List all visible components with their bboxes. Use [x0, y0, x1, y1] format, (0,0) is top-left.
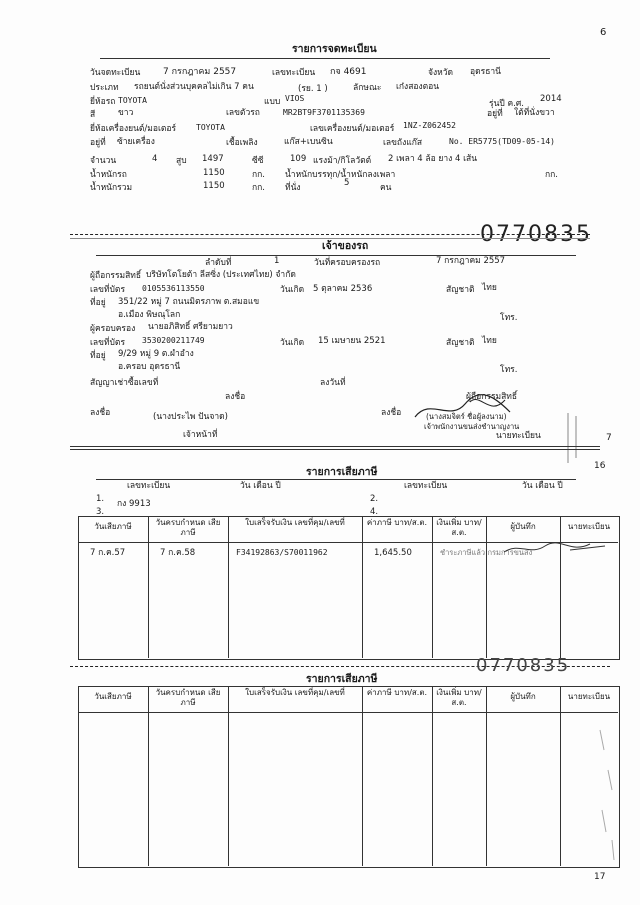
tax1-row-stamp-note: ชำระภาษีแล้ว กรมการขนส่ง	[440, 548, 533, 557]
hp-label: แรงม้า/กิโลวัตต์	[313, 156, 372, 166]
page-number-bottom: 17	[594, 872, 606, 882]
owner-label: ผู้ถือกรรมสิทธิ์	[90, 271, 142, 281]
weight-label: น้ำหนักรถ	[90, 170, 127, 180]
province-value: อุดรธานี	[470, 67, 501, 77]
brand-label: ยี่ห้อรถ	[90, 97, 116, 107]
holder-id-value: 3530200211749	[142, 336, 205, 345]
tax2-header-surcharge: เงินเพิ่ม บาท/ส.ต.	[436, 688, 482, 707]
tax2-header-receipt: ใบเสร็จรับเงิน เลขที่คุม/เลขที่	[245, 688, 345, 697]
tax1-date-col: วัน เดือน ปี	[240, 481, 281, 491]
tax1-entry2-num: 2.	[370, 494, 379, 504]
tax1-header-registrar: นายทะเบียน	[567, 522, 611, 531]
cc-value: 1497	[202, 154, 224, 164]
chassis-value: MR2BT9F3701135369	[283, 108, 365, 117]
tax1-signature-mark	[500, 540, 610, 558]
tank-value: No. ER5775(TD09-05-14)	[449, 137, 555, 146]
address-line2: อ.เมือง พิษณุโลก	[118, 310, 181, 320]
total-weight-value: 1150	[203, 181, 225, 191]
weight-unit: กก.	[252, 170, 265, 180]
axle-value: 2 เพลา 4 ล้อ ยาง 4 เส้น	[388, 154, 478, 164]
scan-edge-marks	[594, 720, 630, 870]
address-label: ที่อยู่	[90, 298, 106, 308]
seats-unit: คน	[380, 183, 392, 193]
code-value: (รย. 1 )	[298, 84, 328, 94]
owner-title: เจ้าของรถ	[322, 240, 369, 252]
style-value: เก๋งสองตอน	[396, 82, 440, 92]
page-number-top: 6	[600, 27, 607, 38]
tax1-header-paydate: วันเสียภาษี	[94, 522, 132, 531]
possession-date-label: วันที่ครอบครองรถ	[314, 258, 381, 268]
tax1-row-duedate: 7 ก.ค.58	[160, 548, 196, 558]
tax1-entry1-value: กง 9913	[117, 499, 151, 509]
title-underline	[100, 58, 550, 59]
tax1-row-paydate: 7 ก.ค.57	[90, 548, 126, 558]
engine-loc-value: ซ้ายเครื่อง	[117, 137, 155, 147]
style-label: ลักษณะ	[353, 83, 382, 93]
tax1-entry1-num: 1.	[96, 494, 105, 504]
side-number-2: 7	[606, 433, 612, 443]
id-label: เลขที่บัตร	[90, 285, 126, 295]
reg-no-value: กจ 4691	[330, 67, 367, 77]
type-value: รถยนต์นั่งส่วนบุคคลไม่เกิน 7 คน	[134, 82, 254, 92]
seats-value: 5	[344, 178, 350, 188]
tax2-header-paydate: วันเสียภาษี	[94, 692, 132, 701]
holder-birth-value: 15 เมษายน 2521	[318, 336, 386, 346]
serial-stamp-top: 0770835	[480, 222, 592, 247]
owner-tel-label: โทร.	[500, 313, 518, 323]
load-label: น้ำหนักบรรทุก/น้ำหนักลงเพลา	[285, 170, 396, 180]
cut-line-1	[70, 234, 590, 235]
id-value: 0105536113550	[142, 284, 205, 293]
hp-value: 109	[290, 154, 307, 164]
count-label: จำนวน	[90, 156, 117, 166]
year-value: 2014	[540, 94, 562, 104]
engine-brand-value: TOYOTA	[196, 123, 225, 132]
fuel-label: เชื้อเพลิง	[226, 138, 258, 148]
owner-value: บริษัทโตโยต้า ลีสซิ่ง (ประเทศไทย) จำกัด	[146, 270, 296, 280]
tax2-header-duedate: วันครบกำหนด เสียภาษี	[155, 688, 221, 707]
color-label: สี	[90, 110, 96, 120]
tax2-header-tax: ค่าภาษี บาท/ส.ต.	[366, 688, 428, 697]
registrar-role: นายทะเบียน	[496, 431, 541, 441]
registration-title: รายการจดทะเบียน	[292, 43, 377, 55]
chassis-label: เลขตัวรถ	[226, 108, 260, 118]
address-line1: 351/22 หมู่ 7 ถนนมิตรภาพ ต.สมอแข	[118, 297, 260, 307]
sign2-label: ลงชื่อ	[90, 408, 111, 418]
cylinder-label: สูบ	[176, 156, 187, 166]
tax1-header-surcharge: เงินเพิ่ม บาท/ส.ต.	[436, 518, 482, 537]
holder-address-line1: 9/29 หมู่ 9 ต.ผำอำง	[118, 349, 194, 359]
seats-label: ที่นั่ง	[285, 183, 301, 193]
holder-id-label: เลขที่บัตร	[90, 338, 126, 348]
margin-marks	[560, 408, 588, 468]
officer-name: (นางประไพ ปันจาด)	[153, 412, 228, 422]
registrar-name: (นางสมจิตร์ ชื่อผู้ลงนาม)	[426, 412, 507, 421]
section-divider	[70, 446, 600, 447]
tax1-entry3-num: 3.	[96, 507, 105, 517]
engine-brand-label: ยี่ห้อเครื่องยนต์/มอเตอร์	[90, 124, 177, 134]
tax1-title-underline	[96, 479, 576, 480]
holder-tel-label: โทร.	[500, 365, 518, 375]
tax1-header-recorder: ผู้บันทึก	[510, 522, 536, 531]
nationality-label: สัญชาติ	[446, 285, 475, 295]
location-value: ใต้ที่นั่งขวา	[514, 108, 555, 118]
fuel-value: แก๊ส+เบนซิน	[284, 137, 333, 147]
possession-date-value: 7 กรกฎาคม 2557	[436, 256, 506, 266]
holder-address-label: ที่อยู่	[90, 351, 106, 361]
holder-label: ผู้ครอบครอง	[90, 324, 136, 334]
count-value: 4	[152, 154, 158, 164]
tax1-header-duedate: วันครบกำหนด เสียภาษี	[155, 518, 221, 537]
nationality-value: ไทย	[482, 283, 497, 293]
officer-role: เจ้าหน้าที่	[183, 430, 218, 440]
birth-label: วันเกิด	[280, 285, 305, 295]
cc-label: ซีซี	[252, 156, 264, 166]
tax1-title: รายการเสียภาษี	[306, 466, 378, 478]
seq-label: ลำดับที่	[205, 258, 232, 268]
holder-nationality-label: สัญชาติ	[446, 338, 475, 348]
tax2-table	[78, 686, 620, 868]
brand-value: TOYOTA	[118, 96, 147, 105]
tax2-header-recorder: ผู้บันทึก	[510, 692, 536, 701]
sign1-label: ลงชื่อ	[225, 392, 246, 402]
seq-value: 1	[274, 256, 280, 266]
holder-birth-label: วันเกิด	[280, 338, 305, 348]
year-label: รุ่นปี ค.ศ.	[489, 99, 524, 109]
color-value: ขาว	[118, 108, 134, 118]
model-label: แบบ	[264, 97, 281, 107]
sign-owner-label: ผู้ถือกรรมสิทธิ์	[466, 392, 518, 402]
tax1-reg-no-col: เลขทะเบียน	[127, 481, 171, 491]
tax1-date-col2: วัน เดือน ปี	[522, 481, 563, 491]
serial-stamp-bottom: 0770835	[476, 655, 571, 676]
contract-label: สัญญาเช่าซื้อเลขที่	[90, 378, 159, 388]
side-number-1: 16	[594, 461, 606, 471]
engine-loc-label: อยู่ที่	[90, 138, 106, 148]
tax1-row-receipt: F34192863/S70011962	[236, 548, 328, 557]
tax1-header-receipt: ใบเสร็จรับเงิน เลขที่คุม/เลขที่	[245, 518, 345, 527]
sign3-label: ลงชื่อ	[381, 408, 402, 418]
tax2-title: รายการเสียภาษี	[306, 673, 378, 685]
holder-address-line2: อ.ครอบ อุดรธานี	[118, 362, 181, 372]
weight-value: 1150	[203, 168, 225, 178]
signature-mark	[410, 392, 520, 424]
total-weight-label: น้ำหนักรวม	[90, 183, 133, 193]
type-label: ประเภท	[90, 83, 119, 93]
engine-no-value: 1NZ-Z062452	[403, 121, 456, 130]
engine-no-label: เลขเครื่องยนต์/มอเตอร์	[310, 124, 395, 134]
load-unit: กก.	[545, 170, 558, 180]
holder-value: นายอภิสิทธิ์ ศรียามยาว	[148, 322, 233, 332]
tax1-header-tax: ค่าภาษี บาท/ส.ต.	[366, 518, 428, 527]
reg-date-label: วันจดทะเบียน	[90, 68, 141, 78]
tank-label: เลขถังแก๊ส	[383, 138, 423, 148]
total-weight-unit: กก.	[252, 183, 265, 193]
tax1-row-tax: 1,645.50	[374, 548, 412, 558]
province-label: จังหวัด	[428, 68, 454, 78]
holder-nationality-value: ไทย	[482, 336, 497, 346]
birth-value: 5 ตุลาคม 2536	[313, 284, 373, 294]
reg-date-value: 7 กรกฎาคม 2557	[163, 67, 237, 77]
model-value: VIOS	[285, 94, 305, 103]
registrar-sub: เจ้าพนักงานขนส่งชำนาญงาน	[424, 422, 520, 431]
tax1-reg-no-col2: เลขทะเบียน	[404, 481, 448, 491]
tax1-entry4-num: 4.	[370, 507, 379, 517]
tax2-header-registrar: นายทะเบียน	[567, 692, 611, 701]
contract-date-label: ลงวันที่	[320, 378, 346, 388]
location-label: อยู่ที่	[487, 109, 503, 119]
reg-no-label: เลขทะเบียน	[272, 68, 316, 78]
